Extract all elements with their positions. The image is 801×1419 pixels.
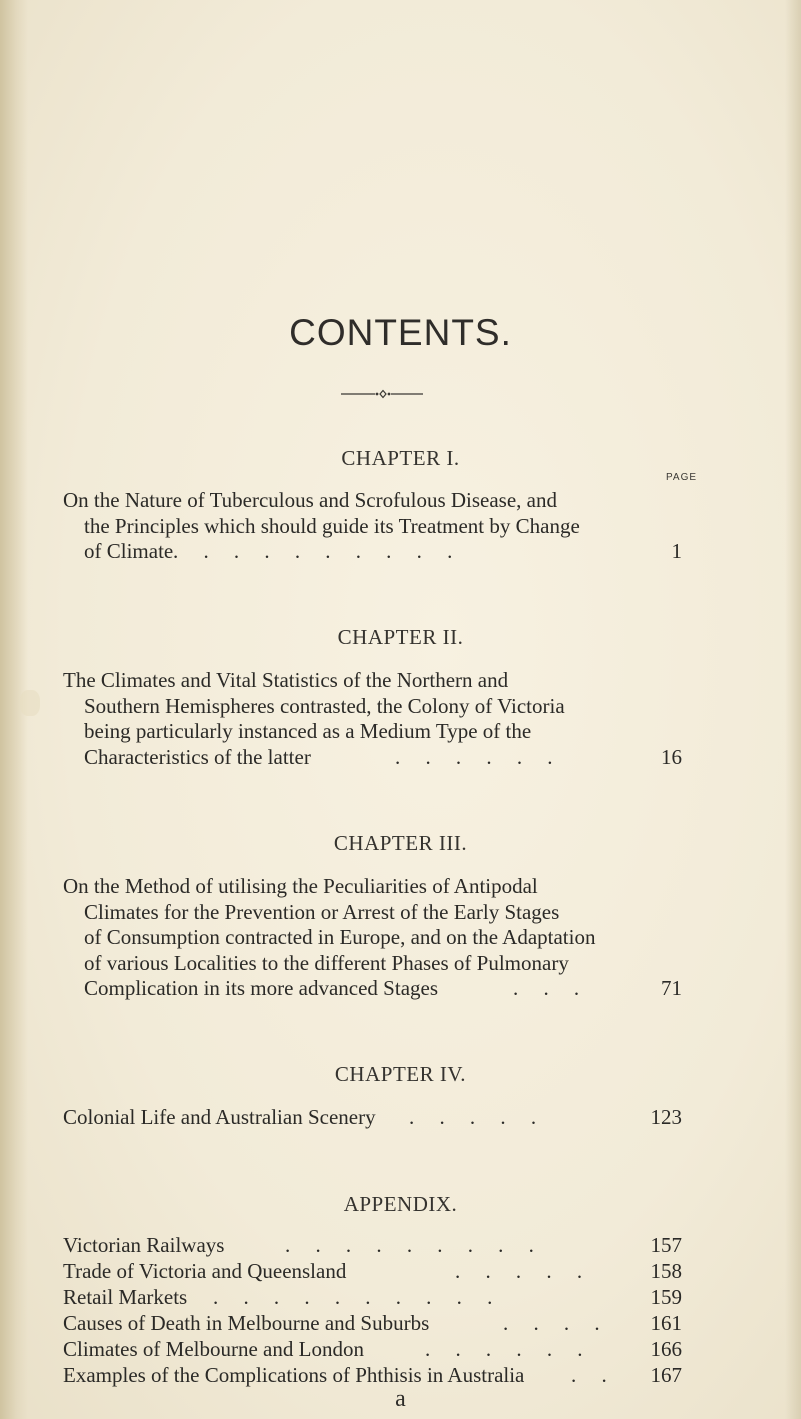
chapter-3-line-3: of Consumption contracted in Europe, and on the Adaptation [84, 925, 596, 950]
chapter-2-line-4: Characteristics of the latter . . . . . . [84, 744, 553, 769]
chapter-3-line-5: Complication in its more advanced Stages . . . [84, 976, 580, 1001]
chapter-2-line-2: Southern Hemispheres contrasted, the Colony of Victoria [84, 693, 565, 718]
title-ornament-rule [341, 388, 423, 400]
appendix-heading: APPENDIX. [343, 1192, 458, 1216]
appendix-item: Trade of Victoria and Queensland . . . . . [63, 1259, 583, 1283]
appendix-item-page: 161 [650, 1311, 682, 1335]
page-column-label: PAGE [666, 472, 698, 483]
chapter-3-heading: CHAPTER III. [333, 831, 468, 855]
appendix-item-page: 167 [650, 1363, 682, 1387]
appendix-item-page: 158 [650, 1259, 682, 1283]
chapter-1-line-1: On the Nature of Tuberculous and Scrofulous Disease, and [63, 488, 557, 512]
chapter-3-line-1: On the Method of utilising the Peculiarities of Antipodal [63, 874, 538, 898]
chapter-3-page: 71 [661, 976, 682, 1000]
chapter-2-line-1: The Climates and Vital Statistics of the Northern and [63, 668, 509, 692]
chapter-2-heading: CHAPTER II. [337, 625, 464, 649]
appendix-item: Climates of Melbourne and London . . . . . . [63, 1337, 583, 1361]
chapter-4-page: 123 [650, 1105, 682, 1129]
chapter-1-entry [63, 488, 683, 565]
chapter-4-heading: CHAPTER IV. [334, 1062, 467, 1086]
appendix-item: Causes of Death in Melbourne and Suburbs . . . . [63, 1311, 600, 1335]
chapter-2-entry [63, 668, 683, 770]
chapter-3-entry [63, 874, 683, 1002]
chapter-3-line-2: Climates for the Prevention or Arrest of the Early Stages [84, 899, 560, 924]
appendix-item: Examples of the Complications of Phthisis in Australia . . [63, 1363, 607, 1387]
page-folio: a [395, 1386, 406, 1412]
chapter-4-line-1: Colonial Life and Australian Scenery . . . . . [63, 1105, 537, 1129]
chapter-2-line-3: being particularly instanced as a Medium Type of the [84, 719, 532, 744]
chapter-2-page: 16 [661, 745, 682, 769]
chapter-1-page: 1 [671, 539, 682, 563]
paper-stain [20, 690, 40, 716]
chapter-4-entry [63, 1105, 683, 1131]
chapter-1-heading: CHAPTER I. [341, 446, 460, 470]
page-title: CONTENTS. [289, 312, 512, 353]
chapter-1-line-3: of Climate . . . . . . . . . . [84, 539, 453, 564]
appendix-item-page: 157 [650, 1233, 682, 1257]
appendix-item: Victorian Railways . . . . . . . . . [63, 1233, 534, 1257]
appendix-item-page: 159 [650, 1285, 682, 1309]
chapter-3-line-4: of various Localities to the different Phases of Pulmonary [84, 950, 569, 975]
appendix-item: Retail Markets . . . . . . . . . . [63, 1285, 493, 1309]
appendix-item-page: 166 [650, 1337, 682, 1361]
chapter-1-line-2: the Principles which should guide its Treatment by Change [84, 513, 580, 538]
